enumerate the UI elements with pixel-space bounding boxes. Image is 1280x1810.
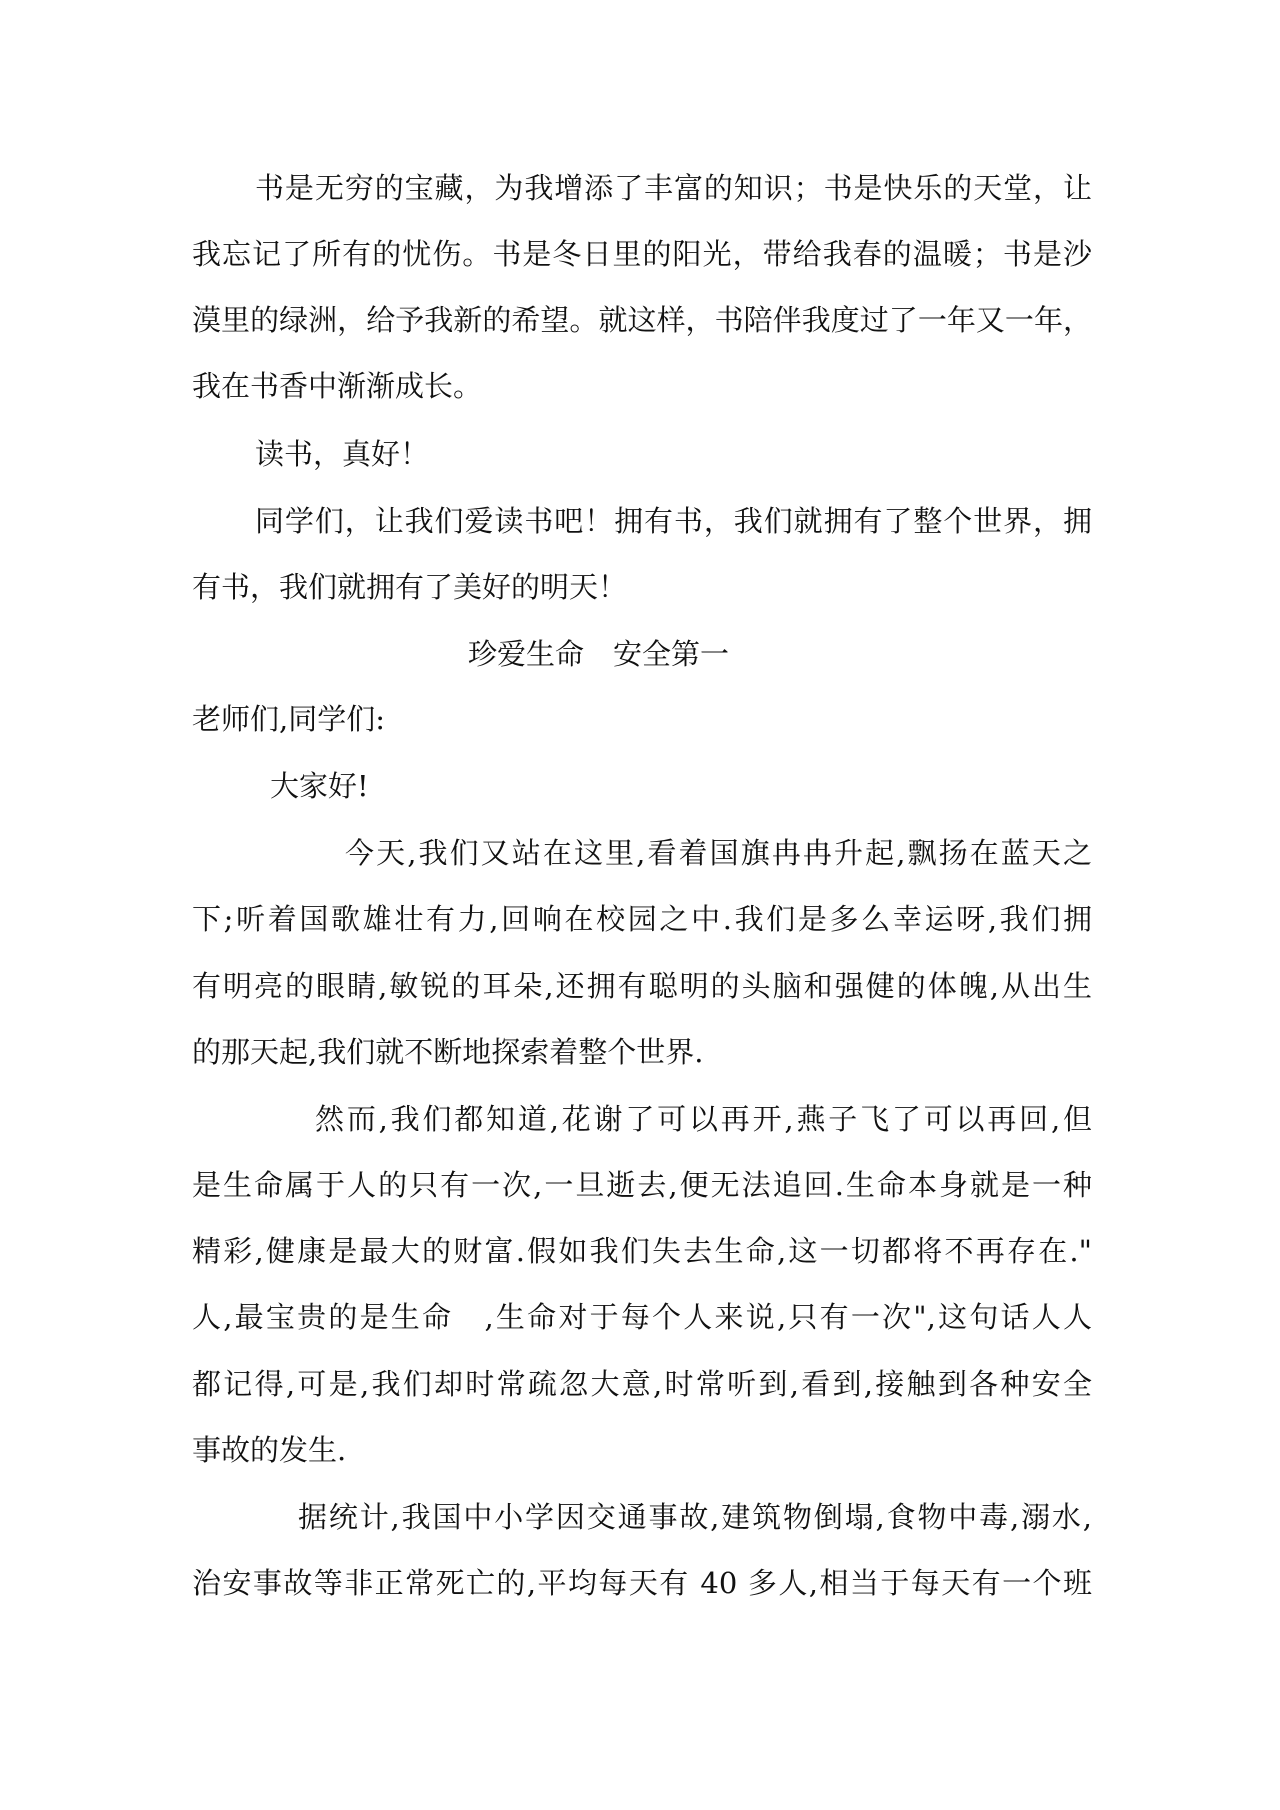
speech-line: 有明亮的眼睛,敏锐的耳朵,还拥有聪明的头脑和强健的体魄,从出生 — [192, 969, 1092, 1003]
essay-line: 我在书香中渐渐成长。 — [192, 369, 483, 403]
speech-title: 珍爱生命 安全第一 — [468, 637, 730, 671]
speech-line: 的那天起,我们就不断地探索着整个世界. — [192, 1035, 704, 1069]
essay-line: 有书，我们就拥有了美好的明天！ — [192, 570, 628, 604]
speech-line: 都记得,可是,我们却时常疏忽大意,时常听到,看到,接触到各种安全 — [192, 1367, 1092, 1401]
speech-line: 精彩,健康是最大的财富.假如我们失去生命,这一切都将不再存在." — [192, 1234, 1092, 1268]
speech-line: 今天,我们又站在这里,看着国旗冉冉升起,飘扬在蓝天之 — [345, 836, 1092, 870]
speech-line: 人,最宝贵的是生命 ,生命对于每个人来说,只有一次",这句话人人 — [192, 1300, 1092, 1334]
speech-line: 据统计,我国中小学因交通事故,建筑物倒塌,食物中毒,溺水, — [298, 1500, 1092, 1534]
speech-line: 治安事故等非正常死亡的,平均每天有 40 多人,相当于每天有一个班 — [192, 1566, 1092, 1600]
essay-line: 读书，真好！ — [255, 437, 430, 471]
speech-greeting: 大家好! — [270, 769, 369, 803]
speech-line: 事故的发生. — [192, 1433, 347, 1467]
essay-line: 书是无穷的宝藏，为我增添了丰富的知识；书是快乐的天堂，让 — [255, 171, 1092, 205]
speech-salutation: 老师们,同学们: — [192, 702, 385, 736]
essay-line: 我忘记了所有的忧伤。书是冬日里的阳光，带给我春的温暖；书是沙 — [192, 237, 1092, 271]
essay-line: 漠里的绿洲，给予我新的希望。就这样，书陪伴我度过了一年又一年， — [192, 303, 1092, 337]
speech-line: 下;听着国歌雄壮有力,回响在校园之中.我们是多么幸运呀,我们拥 — [192, 902, 1092, 936]
speech-line: 然而,我们都知道,花谢了可以再开,燕子飞了可以再回,但 — [315, 1102, 1092, 1136]
speech-line: 是生命属于人的只有一次,一旦逝去,便无法追回.生命本身就是一种 — [192, 1168, 1092, 1202]
essay-line: 同学们，让我们爱读书吧！拥有书，我们就拥有了整个世界，拥 — [255, 504, 1092, 538]
